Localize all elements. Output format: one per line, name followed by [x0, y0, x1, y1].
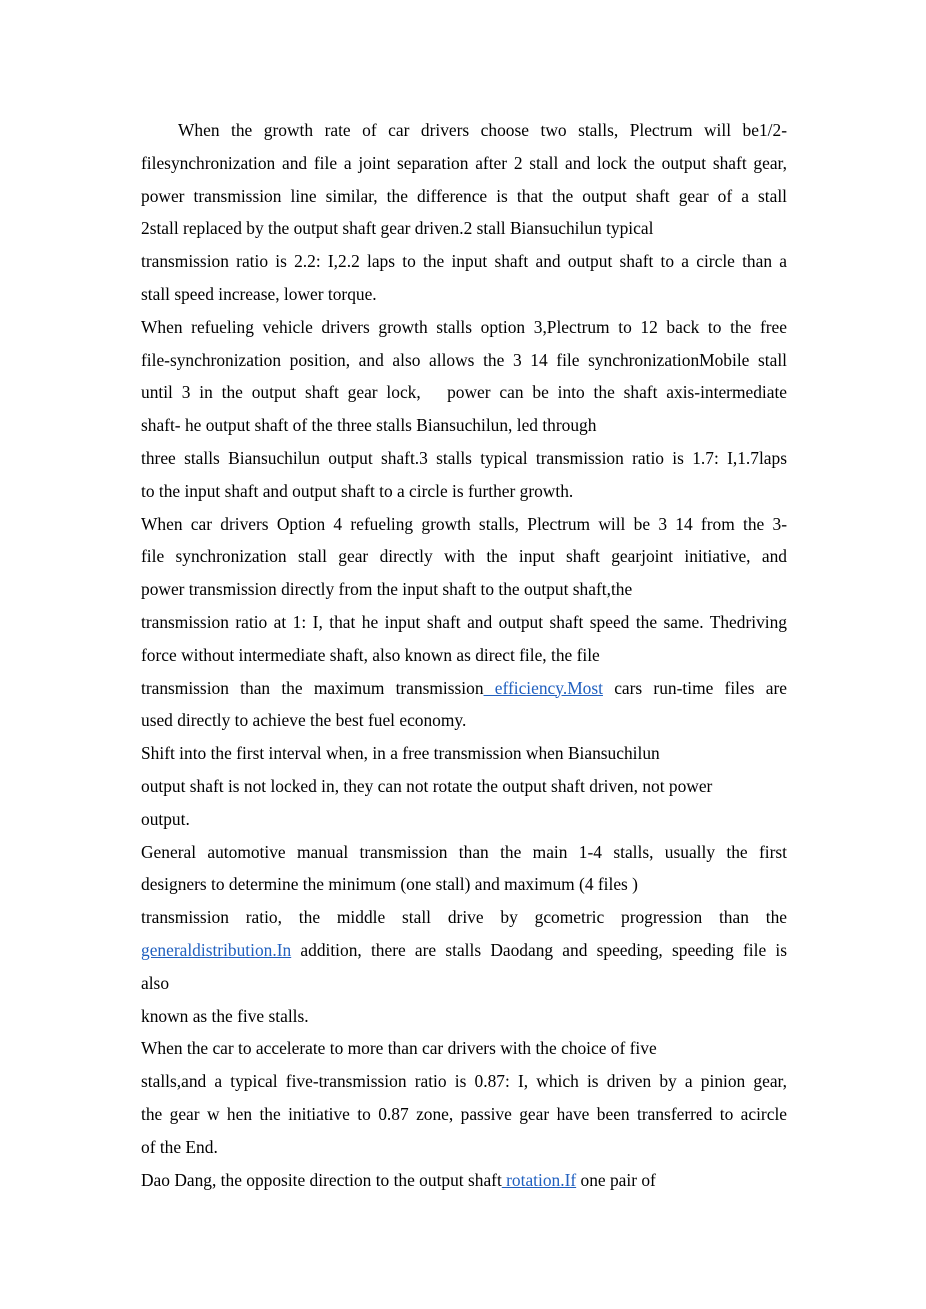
text-line: transmission ratio at 1: I, that he input shaft and output shaft speed the same. Thedriving	[141, 611, 787, 632]
text-line: designers to determine the minimum (one stall) and maximum (4 files )	[141, 874, 638, 895]
text-line: General automotive manual transmission than the main 1-4 stalls, usually the first	[141, 841, 787, 862]
text-line: also	[141, 972, 170, 993]
text-line: used directly to achieve the best fuel economy.	[141, 710, 467, 731]
text-line: When refueling vehicle drivers growth stalls option 3,Plectrum to 12 back to the free	[141, 316, 787, 337]
text-line: file synchronization stall gear directly with the input shaft gearjoint initiative, and	[141, 546, 787, 567]
text-line: file-synchronization position, and also allows the 3 14 file synchronizationMobile stall	[141, 349, 787, 370]
text-line: stall speed increase, lower torque.	[141, 283, 377, 304]
text-line: output.	[141, 808, 190, 829]
generaldistribution-link[interactable]: generaldistribution.In	[141, 939, 292, 960]
text-line: transmission ratio is 2.2: I,2.2 laps to the input shaft and output shaft to a circle than a	[141, 251, 787, 272]
text-line: three stalls Biansuchilun output shaft.3 stalls typical transmission ratio is 1.7: I,1.7laps	[141, 447, 787, 468]
text-line: shaft- he output shaft of the three stalls Biansuchilun, led through	[141, 415, 597, 436]
line-text-after: addition, there are stalls Daodang and speeding, speeding file is	[291, 939, 787, 960]
text-line: of the End.	[141, 1136, 218, 1157]
text-line-with-link	[141, 1164, 787, 1197]
text-line: When car drivers Option 4 refueling growth stalls, Plectrum will be 3 14 from the 3-	[141, 513, 787, 534]
text-line: until 3 in the output shaft gear lock, power can be into the shaft axis-intermediate	[141, 382, 787, 403]
text-line: known as the five stalls.	[141, 1005, 309, 1026]
text-line: power transmission directly from the input shaft to the output shaft,the	[141, 579, 633, 600]
line-text-before: transmission than the maximum transmission	[141, 677, 484, 698]
line-text-before: Dao Dang, the opposite direction to the output shaft	[141, 1169, 502, 1190]
line-text-after: cars run-time files are	[602, 677, 787, 698]
document-body	[141, 114, 787, 1196]
efficiency-link[interactable]: efficiency.Most	[483, 677, 603, 698]
text-line: transmission ratio, the middle stall drive by gcometric progression than the	[141, 907, 787, 928]
text-line: to the input shaft and output shaft to a circle is further growth.	[141, 480, 574, 501]
line-text-after: one pair of	[576, 1169, 656, 1190]
text-line: output shaft is not locked in, they can not rotate the output shaft driven, not power	[141, 775, 713, 796]
text-line-with-link	[141, 934, 787, 967]
text-line: 2stall replaced by the output shaft gear driven.2 stall Biansuchilun typical	[141, 218, 654, 239]
text-line: When the growth rate of car drivers choose two stalls, Plectrum will be1/2-	[178, 120, 787, 140]
text-line: power transmission line similar, the difference is that the output shaft gear of a stall	[141, 185, 787, 206]
text-line: the gear w hen the initiative to 0.87 zone, passive gear have been transferred to acircle	[141, 1103, 787, 1124]
text-line: force without intermediate shaft, also known as direct file, the file	[141, 644, 600, 665]
rotation-link[interactable]: rotation.If	[501, 1169, 577, 1190]
text-line: Shift into the first interval when, in a free transmission when Biansuchilun	[141, 743, 660, 764]
text-line-with-link	[141, 672, 787, 705]
text-line: filesynchronization and file a joint separation after 2 stall and lock the output shaft gear,	[141, 152, 787, 173]
text-line: When the car to accelerate to more than car drivers with the choice of five	[141, 1038, 657, 1059]
text-line: stalls,and a typical five-transmission ratio is 0.87: I, which is driven by a pinion gear,	[141, 1071, 787, 1092]
